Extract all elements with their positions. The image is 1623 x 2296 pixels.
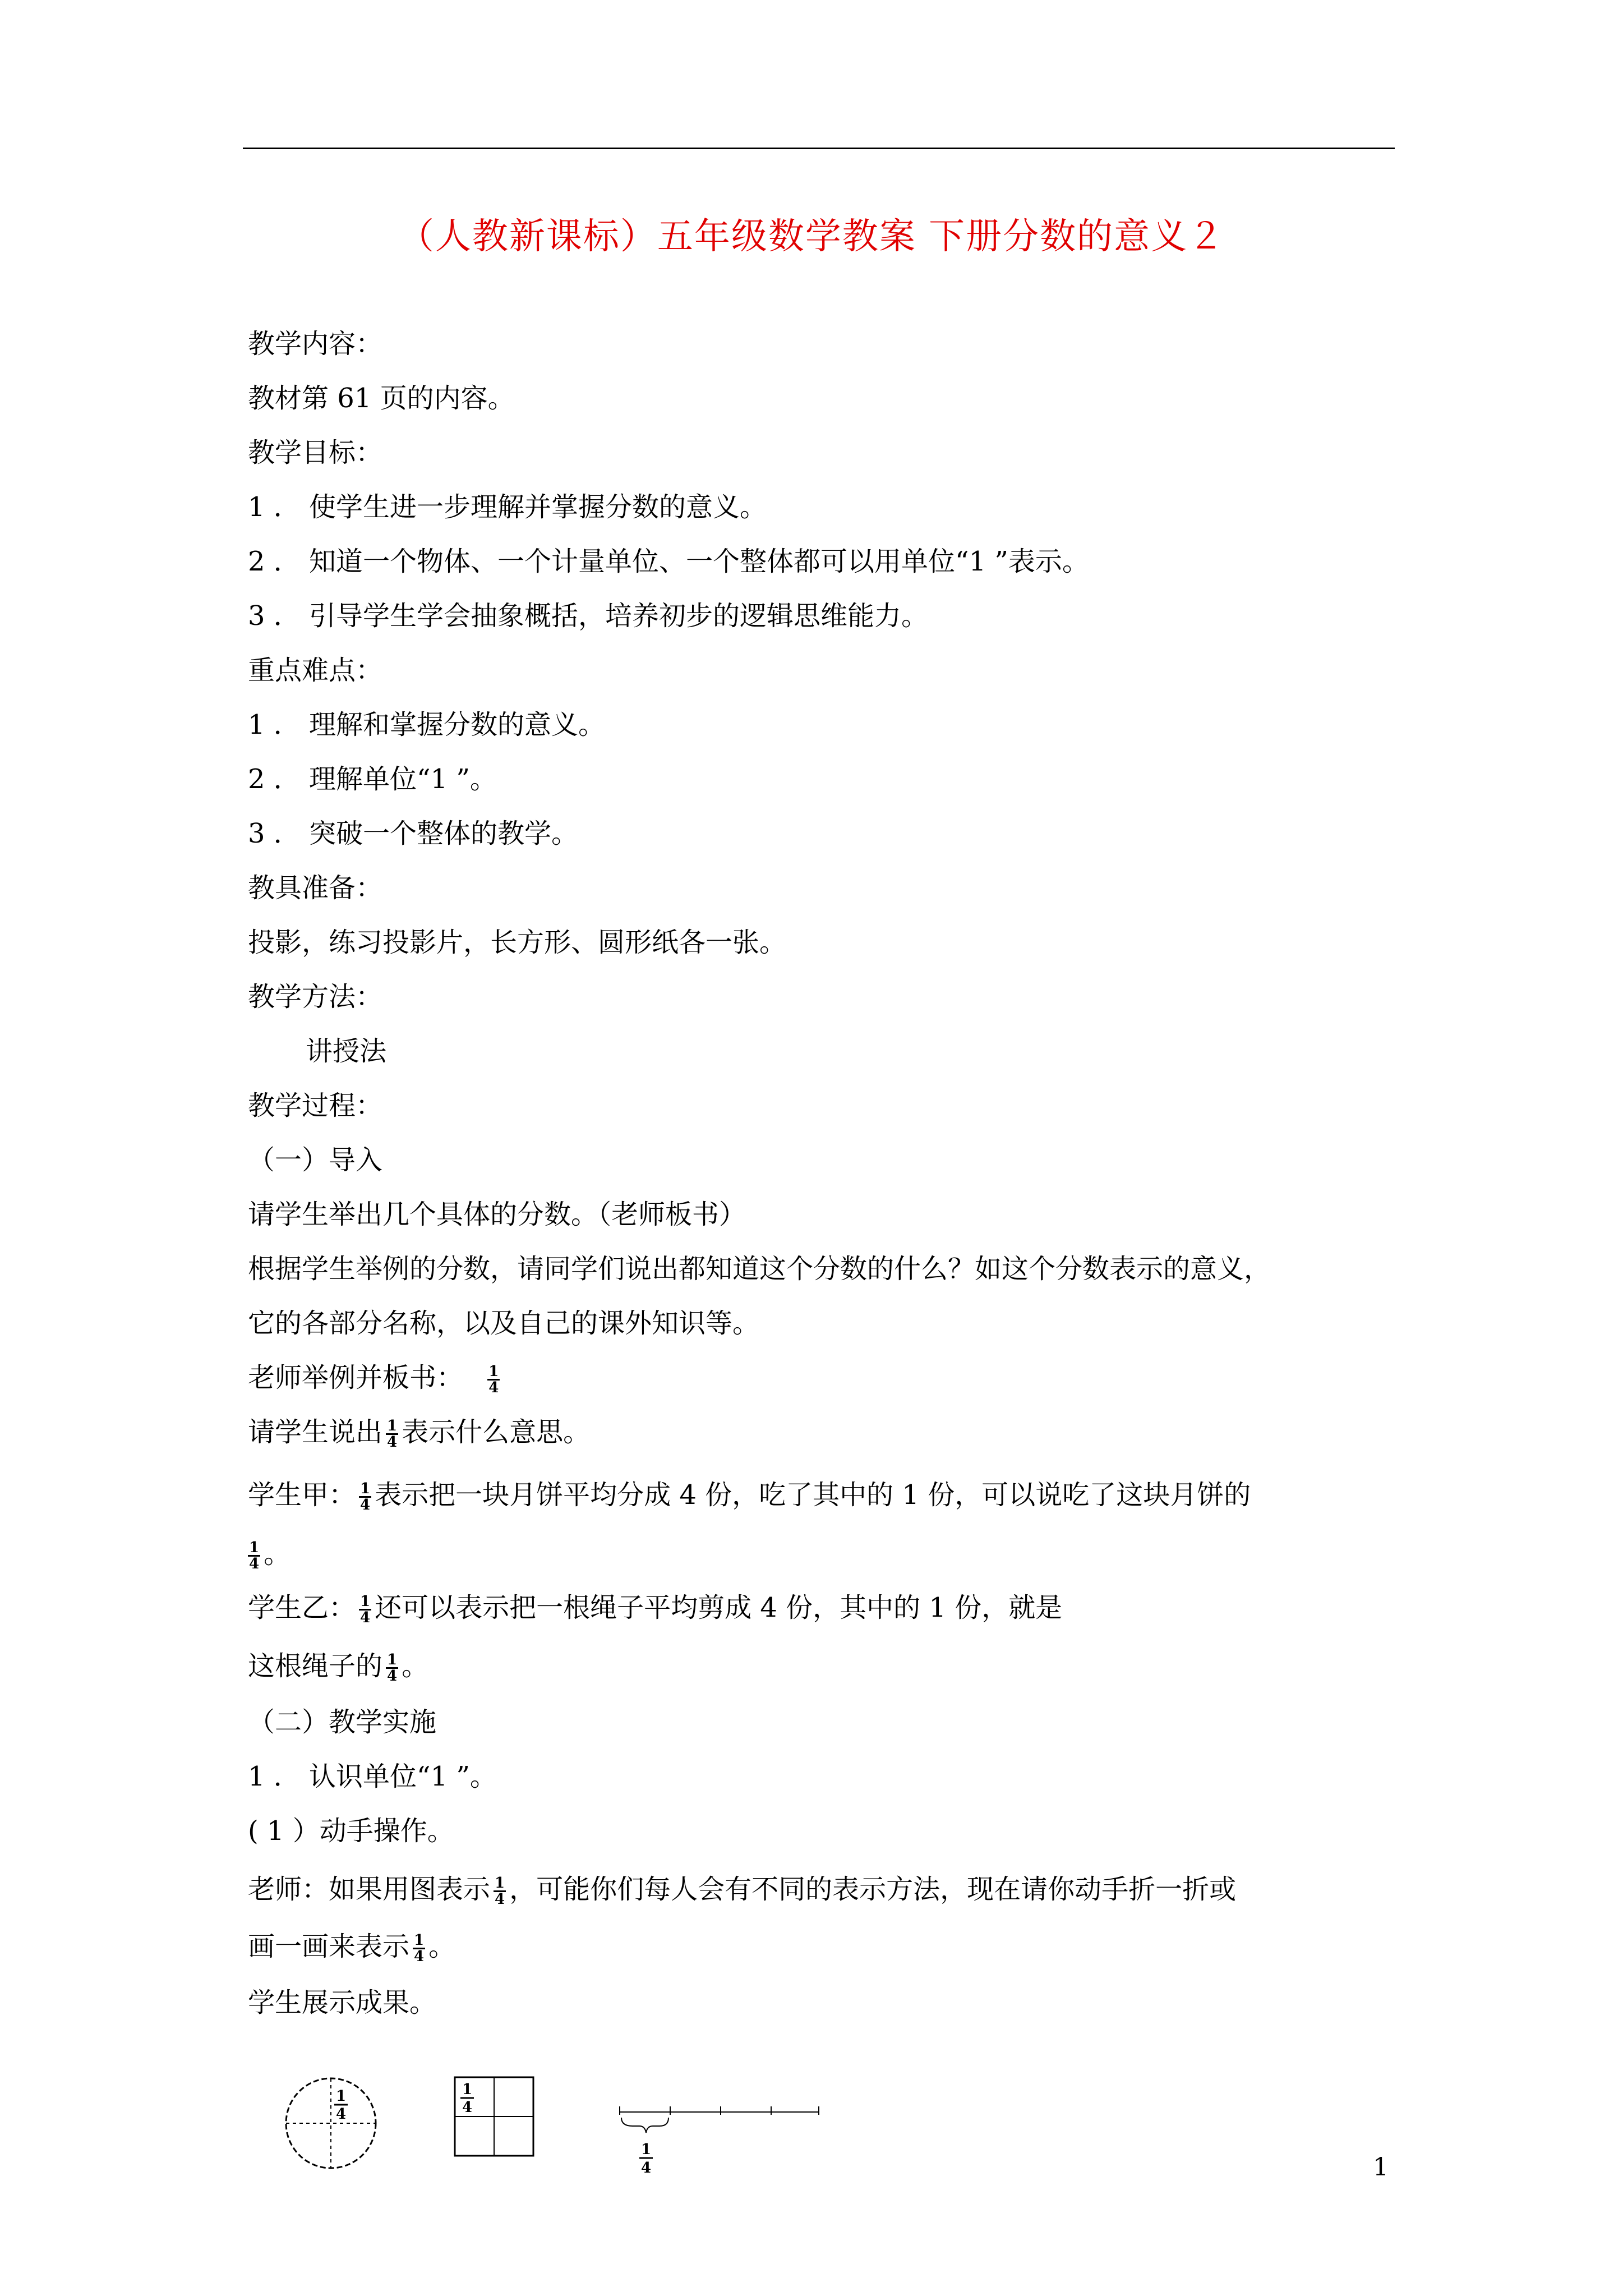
fraction-denominator: 4 <box>488 1379 499 1396</box>
paragraph <box>248 1930 455 1964</box>
list-item: 1 ． 使学生进一步理解并掌握分数的意义。 <box>248 491 767 523</box>
header-rule <box>243 148 1395 149</box>
paragraph: 教材第 61 页的内容。 <box>248 383 515 414</box>
text-span: 老师：如果用图表示 <box>248 1874 491 1905</box>
text-span: 表示把一块月饼平均分成 4 份，吃了其中的 1 份，可以说吃了这块月饼的 <box>375 1479 1251 1511</box>
fraction-one-quarter <box>359 1481 371 1512</box>
text-span: ，可能你们每人会有不同的表示方法，现在请你动手折一折或 <box>509 1874 1237 1905</box>
paragraph <box>245 1537 291 1571</box>
fraction-one-quarter <box>413 1933 425 1964</box>
fraction-one-quarter <box>494 1876 506 1907</box>
fraction-numerator: 1 <box>360 1593 371 1610</box>
text-span: 表示什么意思。 <box>402 1416 591 1448</box>
subsection-heading: （一）导入 <box>248 1144 383 1176</box>
section-heading-goals: 教学目标： <box>248 437 383 468</box>
section-heading-materials: 教具准备： <box>248 872 383 904</box>
paragraph: 讲授法 <box>306 1036 387 1067</box>
paragraph <box>248 1415 590 1450</box>
list-item: ( 1 ）动手操作。 <box>248 1815 454 1847</box>
page-title: （人教新课标）五年级数学教案 下册分数的意义２ <box>398 216 1225 257</box>
fraction-denominator: 4 <box>495 1891 505 1908</box>
fraction-one-quarter <box>248 1540 260 1571</box>
text-span: 学生乙： <box>248 1592 356 1623</box>
fraction-denominator: 4 <box>249 1556 260 1572</box>
fraction-numerator: 1 <box>360 1480 371 1497</box>
section-heading-process: 教学过程： <box>248 1090 383 1121</box>
circle-quarter-figure <box>280 2073 381 2174</box>
fraction-one-quarter <box>359 1594 371 1625</box>
text-span: 。 <box>428 1931 456 1962</box>
list-item: 1 ． 理解和掌握分数的意义。 <box>248 709 606 740</box>
list-item: 3 ． 引导学生学会抽象概括，培养初步的逻辑思维能力。 <box>248 600 929 632</box>
text-span: 画一画来表示 <box>248 1931 410 1962</box>
paragraph: 投影，练习投影片，长方形、圆形纸各一张。 <box>248 927 787 958</box>
fraction-denominator: 4 <box>335 2106 347 2123</box>
paragraph: 它的各部分名称，以及自己的课外知识等。 <box>248 1308 760 1339</box>
fraction-numerator: 1 <box>387 1418 398 1434</box>
section-heading-method: 教学方法： <box>248 981 383 1013</box>
paragraph <box>248 1649 428 1683</box>
fraction-one-quarter <box>487 1364 500 1395</box>
list-item: 2 ． 知道一个物体、一个计量单位、一个整体都可以用单位“1 ”表示。 <box>248 546 1089 577</box>
fraction-denominator: 4 <box>387 1434 398 1451</box>
text-span: 。 <box>264 1538 291 1570</box>
text-span: 老师举例并板书： <box>248 1362 464 1393</box>
fraction-numerator: 1 <box>414 1932 425 1949</box>
paragraph <box>248 1591 1062 1625</box>
fraction-one-quarter <box>386 1419 398 1450</box>
fraction-denominator: 4 <box>387 1668 398 1685</box>
fraction-numerator: 1 <box>335 2088 347 2105</box>
fraction-denominator: 4 <box>360 1497 371 1513</box>
list-item: 3 ． 突破一个整体的教学。 <box>248 818 579 849</box>
section-heading-content: 教学内容： <box>248 328 383 360</box>
square-quarter-figure <box>453 2076 537 2160</box>
fraction-numerator: 1 <box>495 1875 505 1892</box>
fraction-numerator: 1 <box>640 2141 652 2158</box>
brace-icon <box>621 2118 668 2133</box>
fraction-denominator: 4 <box>640 2160 652 2177</box>
text-span: 学生甲： <box>248 1479 356 1511</box>
paragraph: 请学生举出几个具体的分数。（老师板书） <box>248 1199 746 1230</box>
page-number: 1 <box>1373 2153 1389 2182</box>
text-span: 。 <box>402 1650 429 1682</box>
fraction-numerator: 1 <box>462 2081 473 2098</box>
paragraph: 根据学生举例的分数，请同学们说出都知道这个分数的什么？如这个分数表示的意义， <box>248 1253 1271 1285</box>
fraction-one-quarter <box>386 1653 398 1683</box>
fraction-denominator: 4 <box>414 1948 425 1965</box>
rope-segment-figure <box>617 2098 824 2188</box>
text-span: 还可以表示把一根绳子平均剪成 4 份，其中的 1 份，就是 <box>375 1592 1063 1623</box>
fraction-numerator: 1 <box>249 1539 260 1556</box>
paragraph <box>248 1478 1251 1512</box>
fraction-denominator: 4 <box>360 1609 371 1626</box>
paragraph <box>248 1361 503 1395</box>
list-item: 2 ． 理解单位“1 ”。 <box>248 763 497 795</box>
subsection-heading: （二）教学实施 <box>248 1706 437 1738</box>
section-heading-key-points: 重点难点： <box>248 655 383 686</box>
list-item: 1 ． 认识单位“1 ”。 <box>248 1761 497 1792</box>
paragraph <box>248 1872 1236 1907</box>
fraction-numerator: 1 <box>488 1363 499 1380</box>
fraction-numerator: 1 <box>387 1651 398 1668</box>
paragraph: 学生展示成果。 <box>248 1987 437 2018</box>
text-span: 这根绳子的 <box>248 1650 383 1682</box>
text-span: 请学生说出 <box>248 1416 383 1448</box>
fraction-denominator: 4 <box>462 2099 473 2116</box>
